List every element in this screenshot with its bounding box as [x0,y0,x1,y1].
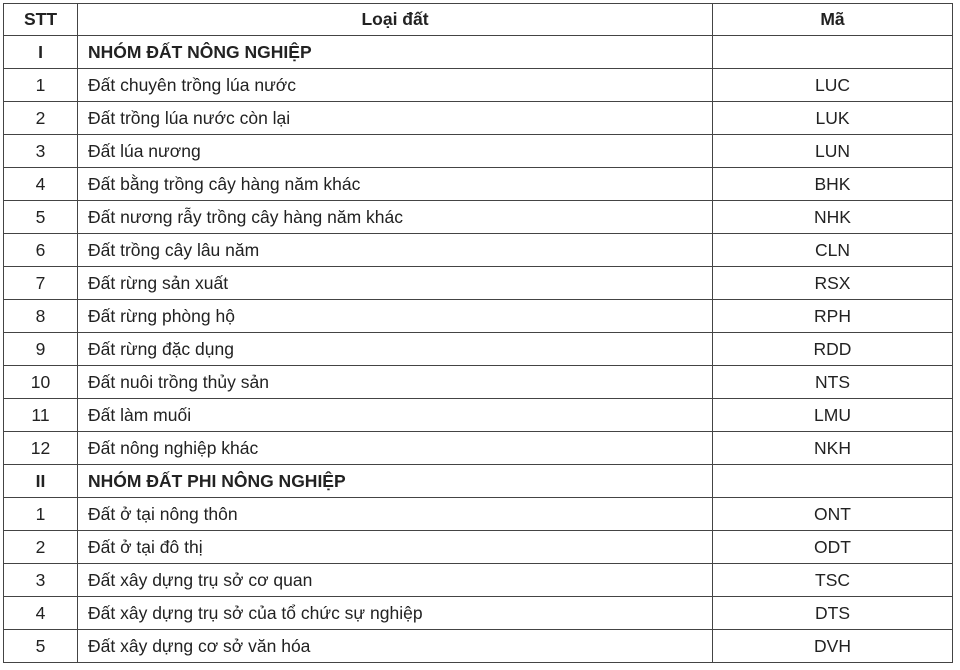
row-code: LUK [713,102,953,135]
row-stt: 9 [4,333,78,366]
group-title: NHÓM ĐẤT NÔNG NGHIỆP [78,36,713,69]
table-row [4,630,953,663]
table-row [4,498,953,531]
table-row [4,135,953,168]
table-row [4,597,953,630]
row-code: LUC [713,69,953,102]
row-code: TSC [713,564,953,597]
header-code: Mã [713,4,953,36]
row-stt: 10 [4,366,78,399]
table-row [4,531,953,564]
row-stt: 3 [4,135,78,168]
row-land-type: Đất rừng đặc dụng [78,333,713,366]
row-code: RPH [713,300,953,333]
table-row [4,267,953,300]
row-land-type: Đất trồng lúa nước còn lại [78,102,713,135]
land-type-table [3,3,953,663]
row-land-type: Đất nuôi trồng thủy sản [78,366,713,399]
table-row [4,399,953,432]
row-code: DVH [713,630,953,663]
table-row [4,69,953,102]
table-row [4,201,953,234]
row-stt: 5 [4,630,78,663]
row-land-type: Đất xây dựng cơ sở văn hóa [78,630,713,663]
row-code: ODT [713,531,953,564]
row-land-type: Đất nông nghiệp khác [78,432,713,465]
row-land-type: Đất bằng trồng cây hàng năm khác [78,168,713,201]
table-row [4,234,953,267]
row-code: RSX [713,267,953,300]
row-code: LUN [713,135,953,168]
row-stt: 5 [4,201,78,234]
row-stt: 12 [4,432,78,465]
row-stt: 6 [4,234,78,267]
table-row [4,564,953,597]
row-stt: 8 [4,300,78,333]
row-stt: 2 [4,102,78,135]
row-stt: 2 [4,531,78,564]
row-code: CLN [713,234,953,267]
land-type-table-container [3,3,952,663]
table-row [4,102,953,135]
row-code: DTS [713,597,953,630]
row-land-type: Đất làm muối [78,399,713,432]
row-land-type: Đất xây dựng trụ sở của tổ chức sự nghiệp [78,597,713,630]
row-stt: II [4,465,78,498]
group-row [4,36,953,69]
row-code [713,465,953,498]
row-code: ONT [713,498,953,531]
table-header-row [4,4,953,36]
row-land-type: Đất nương rẫy trồng cây hàng năm khác [78,201,713,234]
row-stt: 1 [4,498,78,531]
table-row [4,333,953,366]
row-land-type: Đất lúa nương [78,135,713,168]
table-row [4,366,953,399]
row-code: NTS [713,366,953,399]
row-land-type: Đất chuyên trồng lúa nước [78,69,713,102]
group-row [4,465,953,498]
row-stt: 1 [4,69,78,102]
table-row [4,300,953,333]
row-land-type: Đất rừng phòng hộ [78,300,713,333]
row-land-type: Đất ở tại đô thị [78,531,713,564]
row-land-type: Đất trồng cây lâu năm [78,234,713,267]
table-body [4,36,953,663]
table-row [4,168,953,201]
table-row [4,432,953,465]
row-code [713,36,953,69]
row-stt: 4 [4,168,78,201]
row-stt: 11 [4,399,78,432]
row-land-type: Đất rừng sản xuất [78,267,713,300]
row-land-type: Đất xây dựng trụ sở cơ quan [78,564,713,597]
row-code: NHK [713,201,953,234]
header-land-type: Loại đất [78,4,713,36]
row-stt: 7 [4,267,78,300]
header-stt: STT [4,4,78,36]
group-title: NHÓM ĐẤT PHI NÔNG NGHIỆP [78,465,713,498]
row-land-type: Đất ở tại nông thôn [78,498,713,531]
row-code: RDD [713,333,953,366]
row-stt: 3 [4,564,78,597]
row-code: LMU [713,399,953,432]
row-stt: 4 [4,597,78,630]
row-stt: I [4,36,78,69]
row-code: BHK [713,168,953,201]
row-code: NKH [713,432,953,465]
